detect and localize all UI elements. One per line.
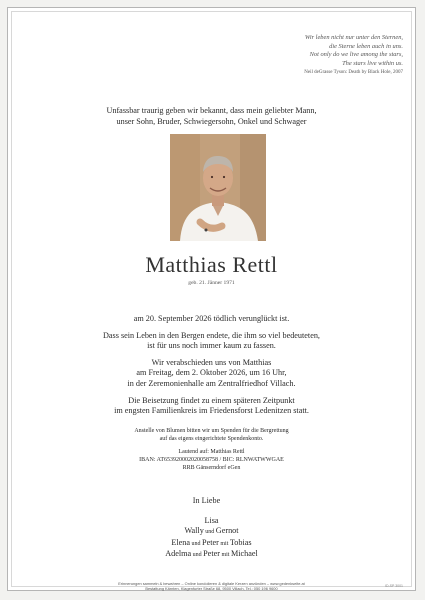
quote-attribution: Neil deGrasse Tyson: Death by Black Hole, 2007 [304,70,403,76]
body-line: Wir verabschieden uns von Matthias [151,357,272,367]
family-name-line [8,538,415,550]
family-signatures [8,496,415,561]
quote-line: Not only do we live among the stars, [309,51,403,59]
body-line: ist für uns noch immer kaum zu fassen. [147,341,276,351]
donation-paragraph [8,427,415,443]
family-member-name: Michael [230,549,258,559]
document-code: ID-SP 3001 [384,584,403,588]
family-connector: und [191,552,204,559]
body-line: Die Beisetzung findet zu einem späteren Zeitpunkt [128,395,295,405]
in-love-heading: In Liebe [192,496,221,505]
donation-line: RRB Gänserndorf eGen [182,465,241,472]
donation-line: Lautend auf: Matthias Rettl [178,448,245,455]
family-member-name: Elena [171,537,191,547]
body-line: am Freitag, dem 2. Oktober 2026, um 16 Uhr, [136,368,287,378]
family-member-name: Tobias [229,537,252,547]
family-connector: und [190,540,203,547]
portrait-illustration [170,134,266,241]
family-member-name: Adelma [165,549,192,559]
deceased-name: Matthias Rettl [145,252,278,277]
body-paragraph [8,396,415,417]
body-line: am 20. September 2026 tödlich verunglückt ist. [133,314,290,323]
body-paragraph [8,358,415,390]
epigraph-quote [183,34,403,78]
funeral-home-footer [8,581,415,591]
family-connector: mit [218,540,230,547]
donation-line: Anstelle von Blumen bitten wir um Spenden für die Bergrettung [134,428,289,434]
footer-line: Bestattung Kärnten, Klagenfurter Straße 68, 9500 Villach, Tel.: 050 196 9600 [145,586,278,591]
donation-paragraph [8,448,415,473]
portrait-photo [170,134,266,241]
body-paragraph [8,314,415,325]
birth-date: geb. 21. Jänner 1971 [188,280,235,286]
quote-line: Wir leben nicht nur unter den Sternen, [304,34,403,41]
family-name-line [8,526,415,538]
family-name-line [8,549,415,561]
donation-info [8,427,415,477]
family-member-name: Lisa [204,515,219,525]
body-line: in der Zeremonienhalle am Zentralfriedhof Villach. [127,378,296,388]
family-connector: mit [219,552,231,559]
family-names-list [8,516,415,561]
announcement-body [8,314,415,423]
family-member-name: Wally [184,526,204,536]
obituary-card [7,7,416,591]
announcement-intro [8,105,415,127]
family-member-name: Gernot [215,526,239,536]
intro-line: unser Sohn, Bruder, Schwiegersohn, Onkel und Schwager [116,117,307,126]
donation-line: auf das eigens eingerichtete Spendenkonto. [159,436,264,443]
quote-line: die Sterne leben auch in uns. [329,42,403,50]
body-paragraph [8,331,415,352]
body-line: im engsten Familienkreis im Friedensforst Ledenitzen statt. [114,406,309,416]
body-line: Dass sein Leben in den Bergen endete, die ihm so viel bedeuteten, [103,330,320,340]
quote-line: The stars live within us. [342,59,403,67]
intro-line: Unfassbar traurig geben wir bekannt, dass mein geliebter Mann, [106,106,317,115]
family-member-name: Peter [203,549,220,559]
family-connector: und [203,529,216,536]
footer-line: Erinnerungen sammeln & bewahren – Online kondolieren & digitale Kerzen anzünden – www.gedenkseite.at [118,581,305,586]
donation-line: IBAN: AT653920002020058758 / BIC: RLNWATWWGAE [139,457,284,464]
family-member-name: Peter [202,537,219,547]
family-name-line [8,516,415,527]
